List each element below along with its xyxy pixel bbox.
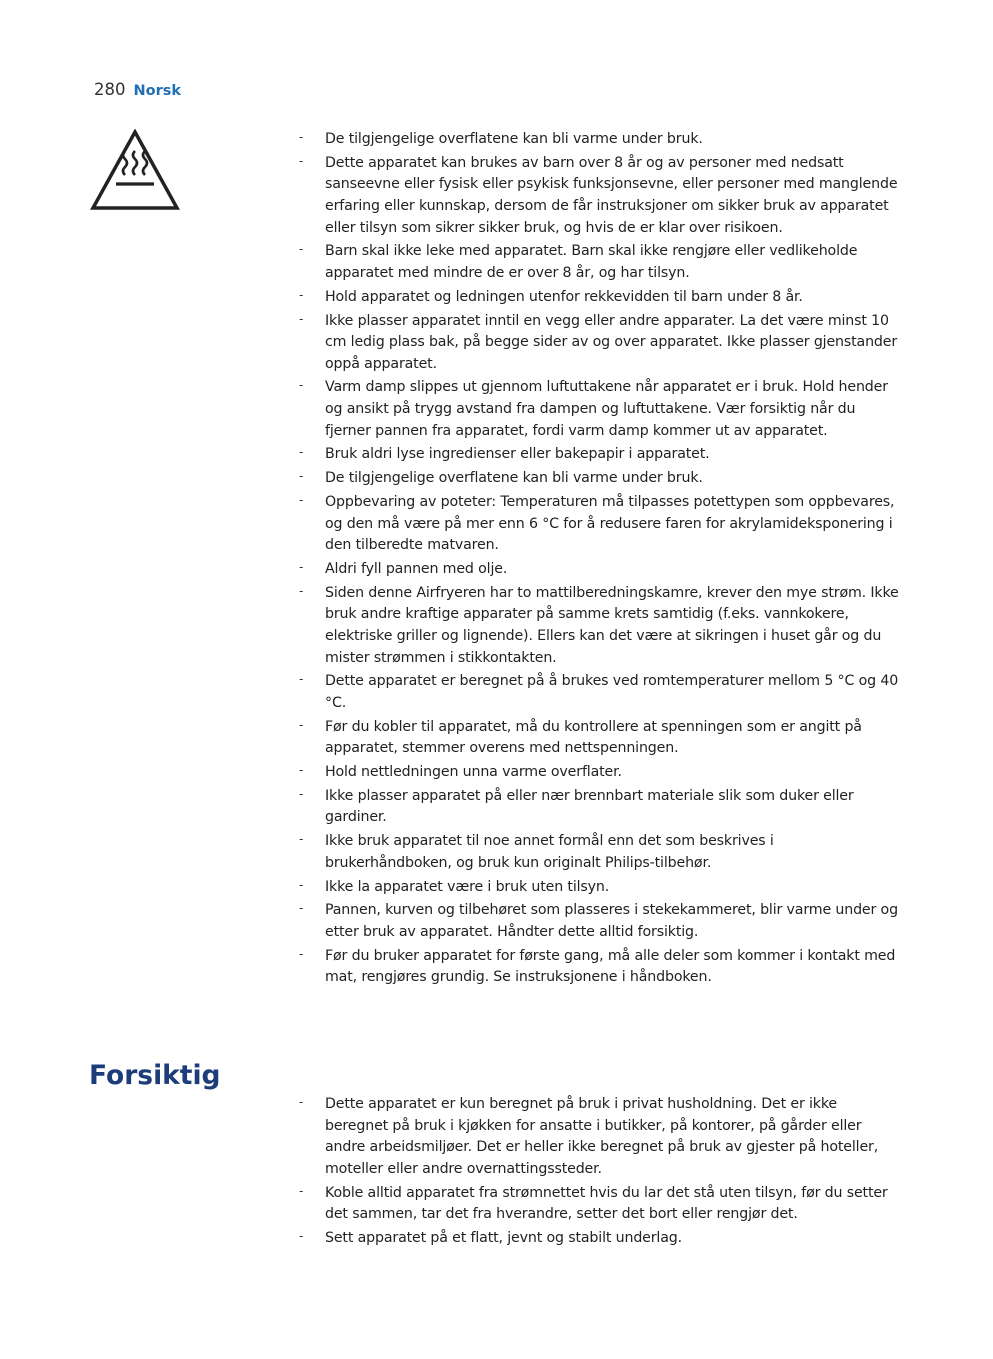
bullet-dash: - [299, 946, 304, 961]
list-item-text: Barn skal ikke leke med apparatet. Barn skal ikke rengjøre eller vedlikeholde apparatet med mindre de er over 8 år, og har tilsyn. [325, 243, 858, 281]
list-item-text: Oppbevaring av poteter: Temperaturen må tilpasses potettypen som oppbevares, og den må være på mer enn 6 °C for å redusere faren for akrylamideksponering i den tilberedte matvaren. [325, 494, 895, 554]
list-item [299, 1228, 903, 1250]
list-item-text: Siden denne Airfryeren har to mattilberedningskamre, krever den mye strøm. Ikke bruk andre kraftige apparater på samme krets samtidig (f.eks. vannkokere, elektriske griller og lignende). Ellers kan det være at sikringen i huset går og du mister strømmen i stikkontakten. [325, 584, 899, 666]
list-item [299, 900, 903, 943]
section-title-forsiktig: Forsiktig [89, 1060, 221, 1091]
list-item [299, 559, 903, 581]
bullet-dash: - [299, 877, 304, 892]
list-item [299, 153, 903, 239]
list-item [299, 287, 903, 309]
list-item-text: Ikke plasser apparatet på eller nær brennbart materiale slik som duker eller gardiner. [325, 787, 854, 826]
bullet-dash: - [299, 153, 304, 168]
bullet-dash: - [299, 672, 304, 687]
hot-surface-warning-icon [90, 129, 180, 211]
list-item-text: Ikke la apparatet være i bruk uten tilsyn. [325, 878, 610, 895]
bullet-dash: - [299, 242, 304, 257]
page-number: 280 [94, 80, 126, 99]
bullet-dash: - [299, 1095, 304, 1109]
bullet-dash: - [299, 717, 304, 732]
list-item [299, 583, 903, 669]
list-item [299, 877, 903, 899]
bullet-dash: - [299, 493, 304, 507]
list-item [299, 831, 903, 874]
list-item [299, 1183, 903, 1226]
list-item-text: Hold nettledningen unna varme overflater. [325, 764, 622, 781]
bullet-dash: - [299, 1183, 304, 1198]
list-item-text: De tilgjengelige overflatene kan bli varme under bruk. [325, 470, 703, 487]
list-item [299, 1094, 903, 1180]
bullet-dash: - [299, 378, 304, 393]
language-label: Norsk [133, 83, 182, 99]
list-item-text: Før du bruker apparatet for første gang, må alle deler som kommer i kontakt med mat, rengjøres grundig. Se instruksjonene i håndboken. [325, 947, 896, 986]
list-item-text: Ikke plasser apparatet inntil en vegg eller andre apparater. La det være minst 10 cm ledig plass bak, på begge sider av og over apparatet. Ikke plasser gjenstander oppå apparatet. [325, 312, 898, 372]
list-item [299, 671, 903, 714]
list-item [299, 311, 903, 376]
page-header [94, 80, 181, 99]
list-item [299, 492, 903, 557]
list-item-text: Før du kobler til apparatet, må du kontrollere at spenningen som er angitt på apparatet, stemmer overens med nettspenningen. [325, 718, 862, 757]
bullet-dash: - [299, 469, 304, 484]
list-item-text: Aldri fyll pannen med olje. [325, 560, 508, 577]
bullet-dash: - [299, 832, 304, 847]
list-item-text: Ikke bruk apparatet til noe annet formål enn det som beskrives i brukerhåndboken, og bruk kun originalt Philips-tilbehør. [325, 833, 774, 871]
list-item [299, 241, 903, 284]
list-item [299, 129, 903, 151]
list-item-text: Dette apparatet er kun beregnet på bruk i privat husholdning. Det er ikke beregnet på bruk i kjøkken for ansatte i butikker, på kontorer, på gårder eller andre arbeidsmiljøer. Det er heller ikke beregnet på bruk av gjester på hoteller, moteller eller andre overnattingssteder. [325, 1096, 879, 1177]
list-item-text: Pannen, kurven og tilbehøret som plasseres i stekekammeret, blir varme under og etter bruk av apparatet. Håndter dette alltid forsiktig. [325, 902, 898, 940]
list-item-text: Sett apparatet på et flatt, jevnt og stabilt underlag. [325, 1229, 682, 1246]
list-item [299, 717, 903, 760]
list-item-text: Dette apparatet er beregnet på å brukes ved romtemperaturer mellom 5 °C og 40 °C. [325, 673, 899, 711]
list-item [299, 786, 903, 829]
list-item [299, 946, 903, 989]
bullet-dash: - [299, 287, 304, 302]
bullet-dash: - [299, 786, 304, 801]
bullet-dash: - [299, 1228, 304, 1243]
list-item [299, 444, 903, 466]
list-item-text: De tilgjengelige overflatene kan bli varme under bruk. [325, 131, 703, 147]
bullet-dash: - [299, 901, 304, 916]
bullet-dash: - [299, 583, 304, 598]
list-item-text: Dette apparatet kan brukes av barn over 8 år og av personer med nedsatt sanseevne eller fysisk eller psykisk funksjonsevne, eller personer med manglende erfaring eller kunnskap, dersom de får instruksjoner om sikker bruk av apparatet eller tilsyn som sikrer sikker bruk, og hvis de er klar over risikoen. [325, 154, 898, 236]
bullet-dash: - [299, 445, 304, 460]
list-item [299, 762, 903, 784]
caution-list [299, 1094, 903, 1252]
bullet-dash: - [299, 559, 304, 574]
list-item-text: Bruk aldri lyse ingredienser eller bakepapir i apparatet. [325, 446, 710, 463]
warning-list [299, 129, 903, 991]
bullet-dash: - [299, 763, 304, 778]
list-item-text: Hold apparatet og ledningen utenfor rekkevidden til barn under 8 år. [325, 288, 803, 305]
list-item-text: Varm damp slippes ut gjennom luftuttakene når apparatet er i bruk. Hold hender og ansikt på trygg avstand fra dampen og luftuttakene. Vær forsiktig når du fjerner pannen fra apparatet, fordi varm damp kommer ut av apparatet. [325, 379, 888, 439]
bullet-dash: - [299, 130, 304, 144]
list-item [299, 468, 903, 490]
list-item-text: Koble alltid apparatet fra strømnettet hvis du lar det stå uten tilsyn, før du setter det sammen, tar det fra hverandre, setter det bort eller rengjør det. [325, 1184, 888, 1223]
bullet-dash: - [299, 311, 304, 326]
list-item [299, 377, 903, 442]
